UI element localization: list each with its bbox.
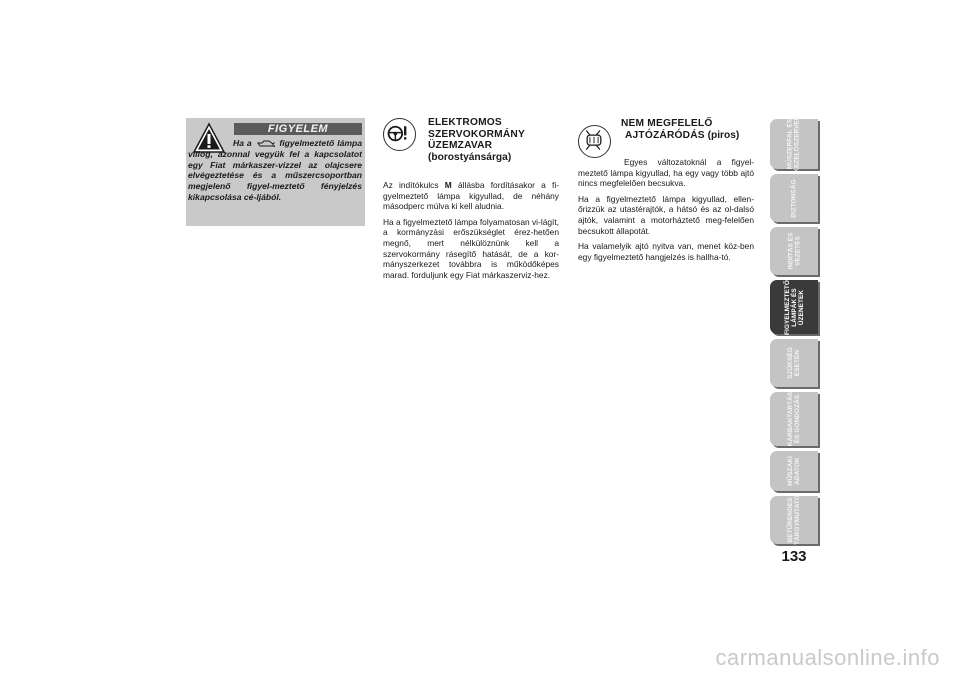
tab-dashboard-controls[interactable]: MŰSZERFAL ÉS KEZELŐSZERVEK (770, 119, 818, 169)
door-paragraph-3: Ha valamelyik ajtó nyitva van, menet köz-ben egy figyelmeztető hangjelzés is hallha-tó. (578, 241, 754, 262)
warning-box (186, 118, 365, 226)
tab-technical-data[interactable]: MŰSZAKI ADATOK (770, 451, 818, 491)
steering-section-title (428, 117, 578, 163)
steering-title-line3: ÜZEMZAVAR (428, 140, 493, 151)
steering-paragraph-2: Ha a figyelmeztető lámpa folyamatosan vi-lágít, a kormányzási erőszükséglet érez-hetően megnő, mert nélkülöznünk kell a szervokormány rásegítő hatását, de a kor-mányszerkezet továbbra is működőképes marad. forduljunk egy Fiat márkaszerviz-hez. (383, 216, 559, 280)
door-open-icon (578, 125, 611, 158)
warning-text-after-icon: figyelmeztető (279, 138, 335, 148)
steering-body (383, 180, 559, 285)
door-body (578, 157, 754, 267)
steering-title-line4: (borostyánsárga) (428, 151, 512, 163)
key-position-m: M (444, 180, 452, 190)
steering-title-line2: SZERVOKORMÁNY (428, 128, 525, 140)
watermark: carmanualsonline.info (715, 645, 940, 670)
steering-fault-icon (383, 118, 416, 151)
warning-header: FIGYELEM (234, 123, 362, 135)
oil-pressure-icon (257, 140, 275, 148)
page-number: 133 (781, 548, 807, 565)
door-section-title (621, 118, 771, 141)
door-paragraph-2: Ha a figyelmeztető lámpa kigyullad, ellen-őrizzük az utastérajtók, a hátsó és az ol-dalsó ajtók, valamint a motorháztető meg-felelően becsukott állapotát. (578, 193, 754, 236)
tab-safety[interactable]: BIZTONSÁG (770, 174, 818, 222)
tab-alphabetical-index[interactable]: BETŰRENDES TÁRGYMUTATÓ (770, 496, 818, 544)
tab-emergency[interactable]: SZÜKSÉG ESETÉN (770, 339, 818, 387)
warning-text (188, 138, 362, 203)
door-title-line2: AJTÓZÁRÓDÁS (piros) (625, 129, 740, 141)
tab-maintenance-care[interactable]: KARBANTARTÁS ÉS GONDOZÁS (770, 392, 818, 446)
door-title-line1: NEM MEGFELELŐ (621, 118, 713, 129)
door-paragraph-1: Egyes változatoknál a figyel-meztető lámpa kigyullad, ha egy vagy több ajtó nincs megfelelően becsukva. (578, 157, 754, 189)
warning-text-rest: lámpa villog, azonnal vegyük fel a kapcsolatot egy Fiat márkaszer-vizzel az olajcsere elvégeztetése és a műszercsoportban megjelenő figyel-meztető fényjelzés kikapcsolása cé-ljából. (188, 138, 363, 202)
tab-warning-lights-messages[interactable]: FIGYELMEZTETŐ LÁMPÁK ÉS ÜZENETEK (770, 280, 818, 334)
steering-paragraph-1: Az indítókulcs M állásba fordításakor a fi-gyelmeztető lámpa kigyullad, de néhány másodperc múlva ki kell aludnia. (383, 180, 559, 212)
warning-text-start: Ha a (233, 138, 252, 148)
steering-title-line1: ELEKTROMOS (428, 117, 502, 128)
tab-starting-driving[interactable]: INDÍTÁS ÉS VEZETÉS (770, 227, 818, 275)
